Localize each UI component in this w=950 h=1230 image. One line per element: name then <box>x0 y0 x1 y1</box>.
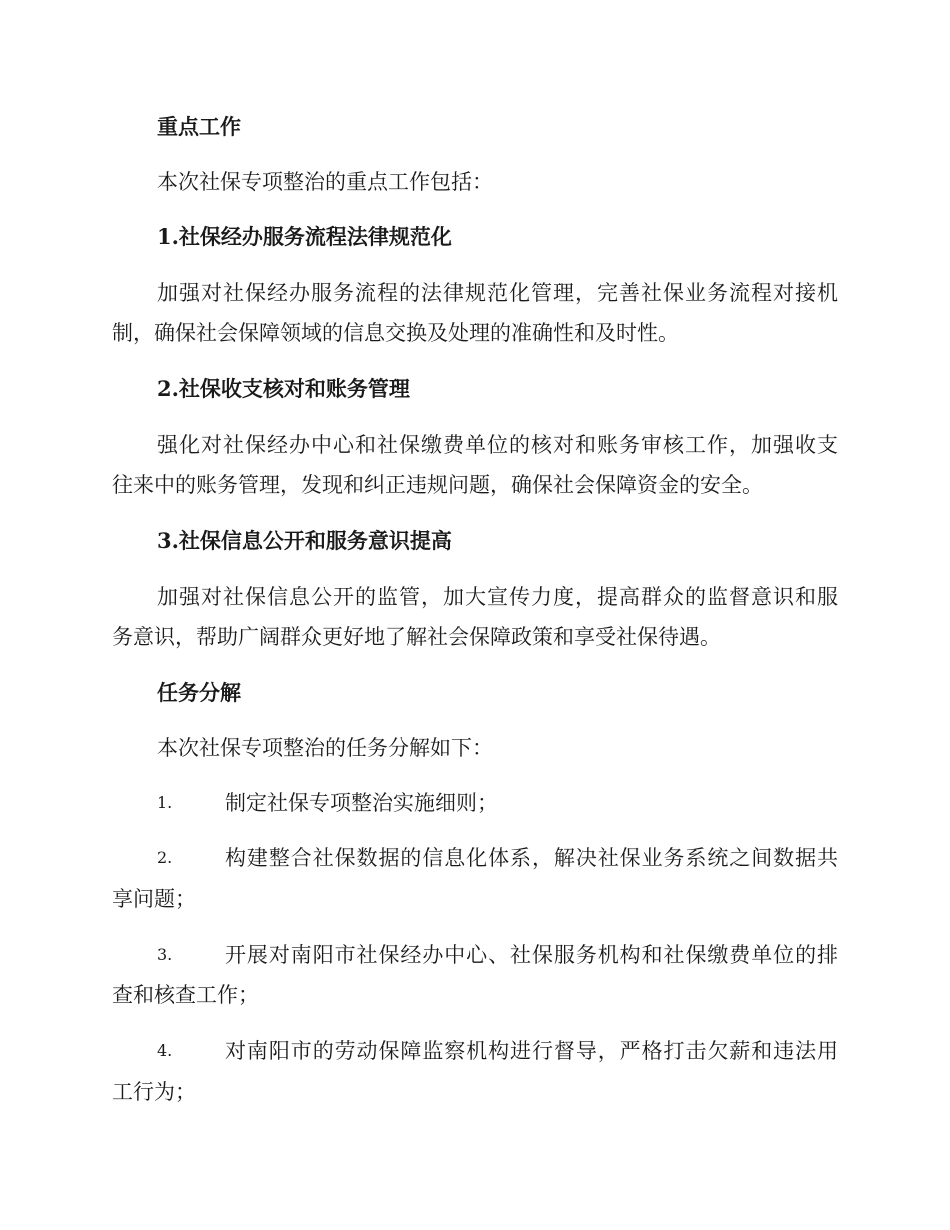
paragraph-line: 往来中的账务管理，发现和纠正违规问题，确保社会保障资金的安全。 <box>112 473 763 497</box>
list-item-text-continued: 享问题； <box>112 887 196 911</box>
subsection-title-1: 1.社保经办服务流程法律规范化 <box>157 224 452 249</box>
section-intro: 本次社保专项整治的重点工作包括： <box>157 170 493 194</box>
subsection-title-2: 2.社保收支核对和账务管理 <box>157 376 410 401</box>
section-heading-key-work: 重点工作 <box>157 114 241 139</box>
paragraph-line: 制，确保社会保障领域的信息交换及处理的准确性和及时性。 <box>112 321 679 345</box>
paragraph-line: 务意识，帮助广阔群众更好地了解社会保障政策和享受社保待遇。 <box>112 625 721 649</box>
list-item-number: 4. <box>157 1041 173 1060</box>
list-item-number: 2. <box>157 848 173 867</box>
section-intro: 本次社保专项整治的任务分解如下： <box>157 736 493 760</box>
list-item-text: 制定社保专项整治实施细则； <box>225 791 498 815</box>
paragraph-line: 加强对社保经办服务流程的法律规范化管理，完善社保业务流程对接机 <box>157 281 838 305</box>
subsection-title-3: 3.社保信息公开和服务意识提高 <box>157 528 452 553</box>
list-item-number: 3. <box>157 945 173 964</box>
list-item-text-continued: 查和核查工作； <box>112 983 259 1007</box>
list-item-text-continued: 工行为； <box>112 1080 196 1104</box>
paragraph-line: 强化对社保经办中心和社保缴费单位的核对和账务审核工作，加强收支 <box>157 433 838 457</box>
list-item-number: 1. <box>157 793 173 812</box>
paragraph-line: 加强对社保信息公开的监管，加大宣传力度，提高群众的监督意识和服 <box>157 585 838 609</box>
list-item-text: 对南阳市的劳动保障监察机构进行督导，严格打击欠薪和违法用 <box>225 1039 838 1063</box>
list-item-text: 构建整合社保数据的信息化体系，解决社保业务系统之间数据共 <box>225 846 838 870</box>
list-item-text: 开展对南阳市社保经办中心、社保服务机构和社保缴费单位的排 <box>225 943 838 967</box>
section-heading-task-breakdown: 任务分解 <box>157 680 241 705</box>
